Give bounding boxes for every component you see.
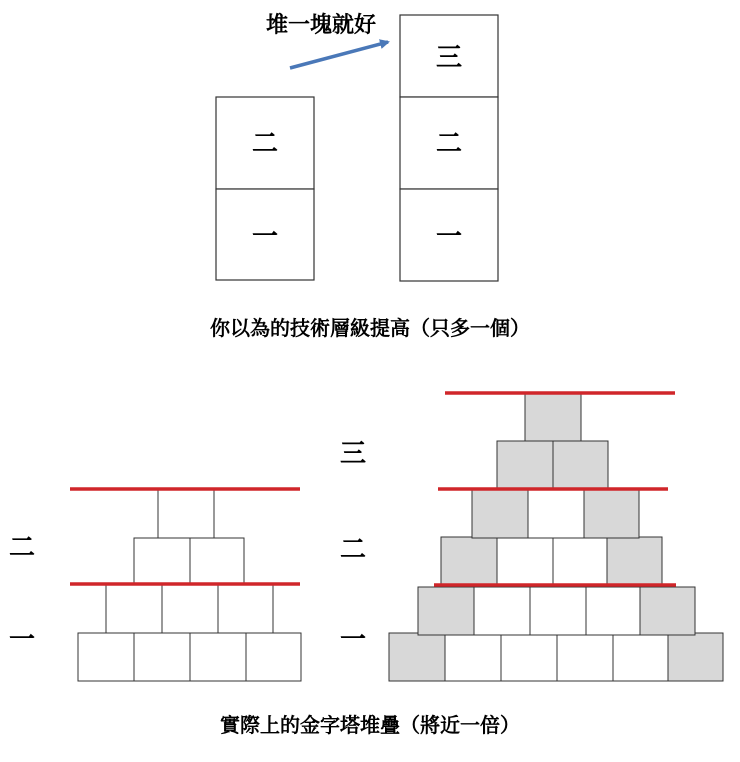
left-pyramid bbox=[70, 489, 301, 681]
right-stack bbox=[400, 15, 498, 281]
pyramid-block-gray bbox=[584, 490, 639, 538]
pyramid-block bbox=[474, 587, 530, 635]
pyramid-block bbox=[501, 633, 557, 681]
pyramid-block bbox=[613, 633, 668, 681]
top-caption: 你以為的技術層級提高（只多一個） bbox=[210, 316, 530, 340]
pyramid-block bbox=[190, 633, 246, 681]
bottom-caption: 實際上的金字塔堆疊（將近一倍） bbox=[220, 713, 520, 737]
right-stack-label-top: 三 bbox=[435, 43, 463, 73]
right-stack-label-middle: 二 bbox=[435, 129, 463, 159]
right-level-label-1: 一 bbox=[339, 625, 367, 655]
pyramid-block bbox=[553, 537, 607, 585]
arrow-icon bbox=[290, 42, 388, 68]
pyramid-block bbox=[246, 633, 301, 681]
pyramid-block bbox=[158, 490, 214, 538]
pyramid-block-gray bbox=[553, 441, 608, 489]
pyramid-block bbox=[134, 633, 190, 681]
top-section bbox=[210, 12, 530, 340]
pyramid-block bbox=[218, 585, 273, 633]
pyramid-block-gray bbox=[497, 441, 553, 489]
pyramid-block-gray bbox=[668, 633, 723, 681]
right-level-label-3: 三 bbox=[339, 439, 367, 469]
right-stack-label-bottom: 一 bbox=[435, 222, 463, 252]
pyramid-block bbox=[530, 587, 586, 635]
left-level-label-2: 二 bbox=[8, 533, 36, 563]
pyramid-block bbox=[78, 633, 134, 681]
left-level-label-1: 一 bbox=[8, 625, 36, 655]
pyramid-block bbox=[162, 585, 218, 633]
bottom-section bbox=[9, 393, 723, 737]
pyramid-block-gray bbox=[607, 537, 662, 585]
left-stack-label-lower: 一 bbox=[251, 222, 279, 252]
pyramid-block bbox=[106, 585, 162, 633]
pyramid-block-gray bbox=[472, 490, 528, 538]
pyramid-block-gray bbox=[525, 394, 581, 441]
pyramid-block-gray bbox=[441, 537, 497, 585]
pyramid-block bbox=[586, 587, 640, 635]
left-stack-label-upper: 二 bbox=[251, 129, 279, 159]
pyramid-block bbox=[497, 537, 553, 585]
pyramid-block bbox=[445, 633, 501, 681]
pyramid-block-gray bbox=[418, 587, 474, 635]
pyramid-block bbox=[134, 538, 190, 585]
pyramid-block bbox=[190, 538, 244, 585]
right-pyramid bbox=[389, 393, 723, 681]
pyramid-block bbox=[528, 490, 584, 538]
pyramid-block bbox=[557, 633, 613, 681]
right-level-label-2: 二 bbox=[339, 535, 367, 565]
pyramid-block-gray bbox=[640, 587, 695, 635]
pyramid-block-gray bbox=[389, 633, 445, 681]
arrow-label: 堆一塊就好 bbox=[266, 13, 377, 38]
left-stack bbox=[216, 97, 314, 280]
